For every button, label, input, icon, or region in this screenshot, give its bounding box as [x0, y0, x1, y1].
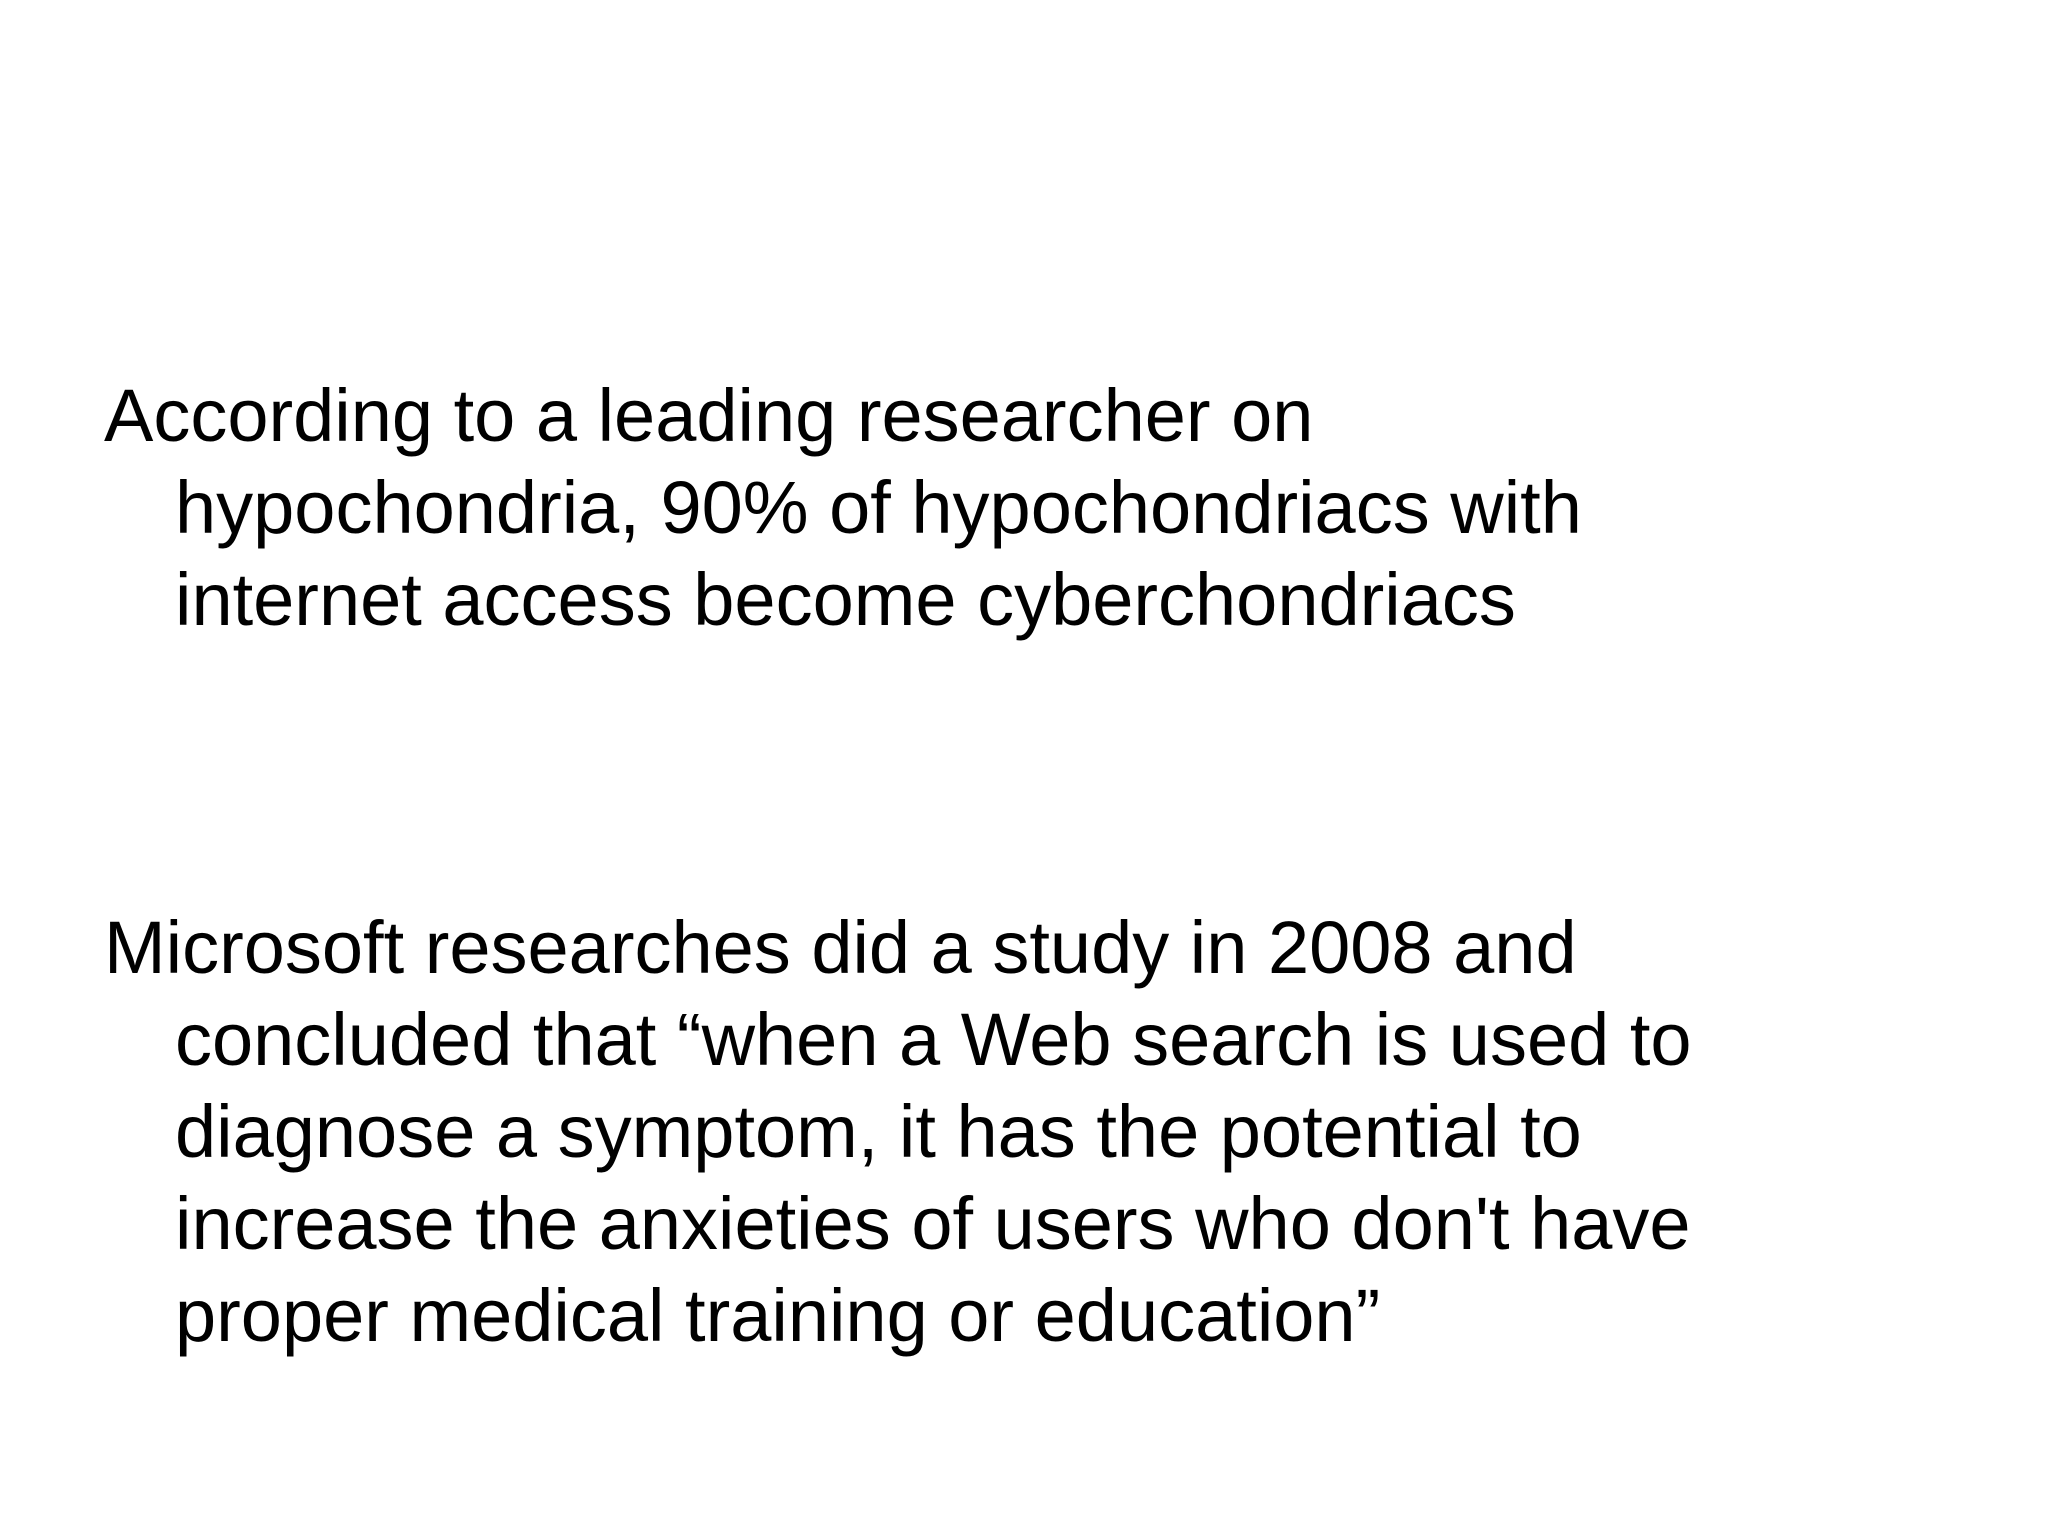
paragraph-line: increase the anxieties of users who don't have: [175, 1182, 1691, 1265]
paragraph-line: concluded that “when a Web search is used to: [175, 998, 1692, 1081]
paragraph-line: internet access become cyberchondriacs: [175, 558, 1516, 641]
paragraph-line: diagnose a symptom, it has the potential to: [175, 1090, 1582, 1173]
paragraph-line: proper medical training or education”: [175, 1274, 1381, 1357]
paragraph-line: Microsoft researches did a study in 2008 and: [104, 906, 1577, 989]
paragraph-line: hypochondria, 90% of hypochondriacs with: [175, 466, 1582, 549]
paragraph-line: According to a leading researcher on: [104, 374, 1314, 457]
